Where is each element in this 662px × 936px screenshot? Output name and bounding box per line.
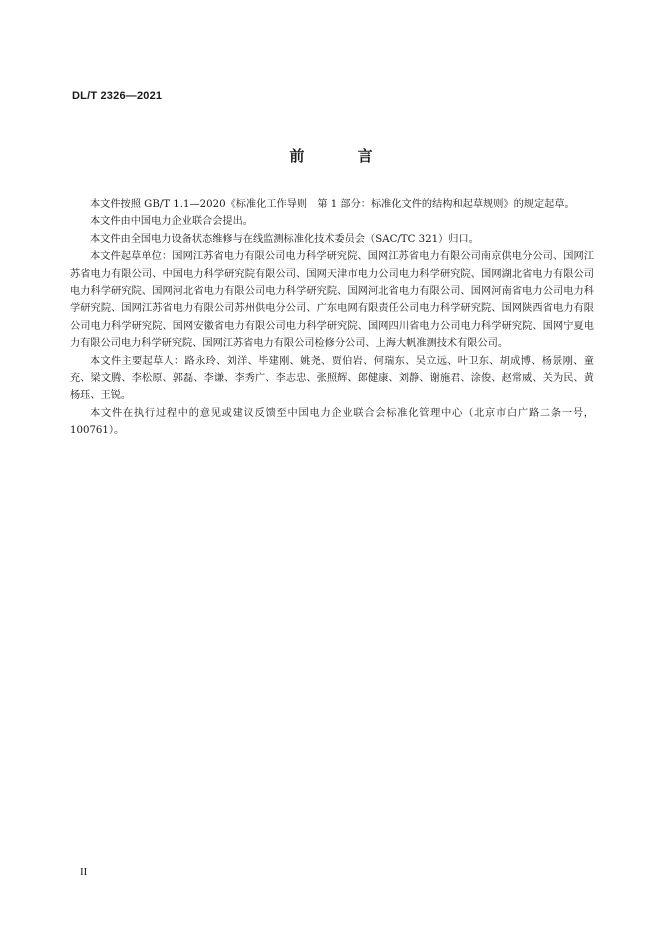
paragraph-drafting-units: 本文件起草单位：国网江苏省电力有限公司电力科学研究院、国网江苏省电力有限公司南京供电分公司、国网江苏省电力有限公司、中国电力科学研究院有限公司、国网天津市电力公司电力科学研究院、国网湖北省电力有限公司电力科学研究院、国网河北省电力有限公司电力科学研究院、国网河北省电力有限公司、国网河南省电力公司电力科学研究院、国网江苏省电力有限公司苏州供电分公司、广东电网有限责任公司电力科学研究院、国网陕西省电力有限公司电力科学研究院、国网安徽省电力有限公司电力科学研究院、国网四川省电力公司电力科学研究院、国网宁夏电力有限公司电力科学研究院、国网江苏省电力有限公司检修分公司、上海大帆准测技术有限公司。 <box>70 251 594 350</box>
paragraph-technical-committee: 本文件由全国电力设备状态维修与在线监测标准化技术委员会（SAC/TC 321）归口。 <box>90 233 479 245</box>
foreword-body <box>70 196 594 440</box>
paragraph-main-drafters: 本文件主要起草人：路永玲、刘洋、毕建刚、姚尧、贾伯岩、何瑞东、吴立远、叶卫东、胡成博、杨景刚、童充、梁文腾、李松原、郭磊、李谦、李秀广、李志忠、张照辉、郎健康、刘静、谢施君、涂俊、赵常威、关为民、黄杨珏、王锐。 <box>70 355 594 402</box>
page-number: II <box>80 866 88 878</box>
document-code: DL/T 2326—2021 <box>72 90 163 102</box>
page-title: 前 言 <box>289 147 397 165</box>
paragraph-proposer: 本文件由中国电力企业联合会提出。 <box>90 216 253 228</box>
paragraph-feedback: 本文件在执行过程中的意见或建议反馈至中国电力企业联合会标准化管理中心（北京市白广路二条一号，100761）。 <box>70 407 594 437</box>
paragraph-drafting-basis: 本文件按照 GB/T 1.1—2020《标准化工作导则 第 1 部分：标准化文件的结构和起草规则》的规定起草。 <box>90 199 575 210</box>
